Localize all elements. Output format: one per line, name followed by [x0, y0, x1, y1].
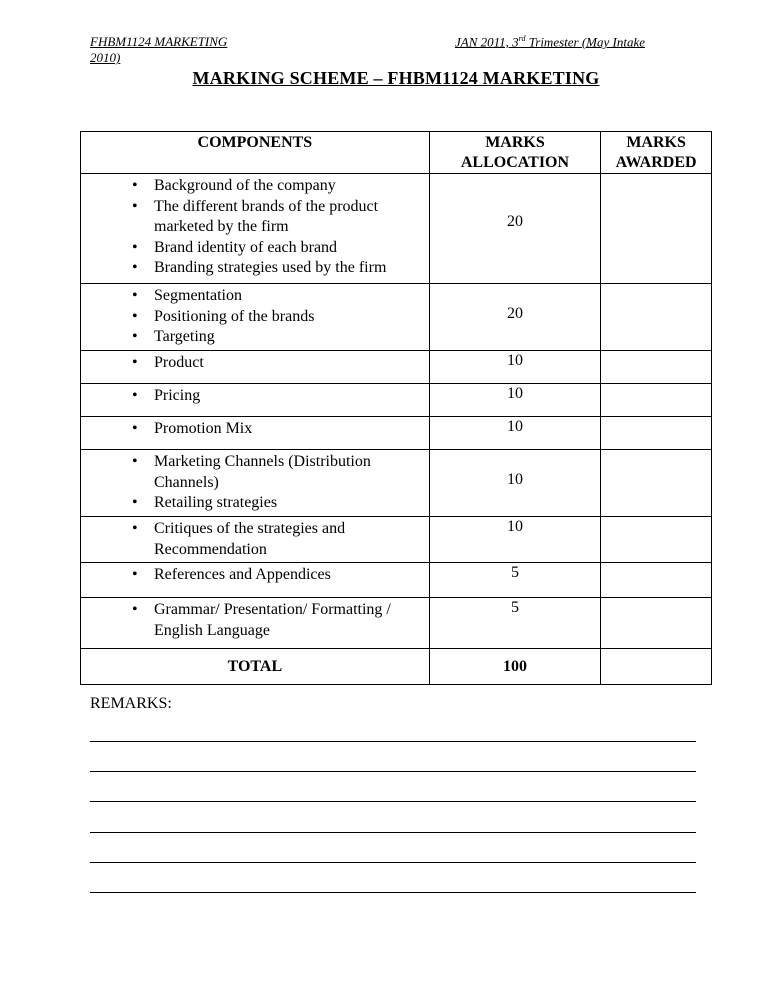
- table-row: [81, 517, 712, 563]
- marking-scheme-table: [80, 131, 712, 685]
- component-item: • Marketing Channels (Distribution Channels): [154, 452, 429, 493]
- marks-allocation-value: 20: [506, 305, 523, 322]
- component-item: • Brand identity of each brand: [154, 238, 429, 259]
- component-item: • Branding strategies used by the firm: [154, 258, 429, 279]
- marks-allocation-value: 10: [506, 518, 523, 535]
- header-session-text-2: Trimester (May Intake: [525, 34, 646, 50]
- marks-allocation-value: 10: [506, 471, 523, 488]
- components-cell: [81, 284, 430, 351]
- components-list: [81, 598, 429, 643]
- components-cell: [81, 384, 430, 417]
- marks-awarded-cell[interactable]: [601, 351, 712, 384]
- marks-allocation-cell: [429, 284, 601, 351]
- remarks-label: REMARKS:: [90, 695, 172, 712]
- marks-awarded-cell[interactable]: [601, 417, 712, 450]
- components-list: [81, 384, 429, 409]
- components-list: [81, 174, 429, 281]
- table-row: [81, 174, 712, 284]
- remark-line[interactable]: [90, 741, 696, 742]
- total-awarded-cell[interactable]: [601, 649, 712, 685]
- column-header-components-label: COMPONENTS: [197, 134, 313, 151]
- components-list: [81, 450, 429, 516]
- marks-allocation-value: 10: [506, 352, 523, 369]
- total-label: TOTAL: [81, 649, 430, 685]
- column-header-components: [81, 132, 430, 174]
- marks-allocation-cell: [429, 384, 601, 417]
- remark-line[interactable]: [90, 771, 696, 772]
- component-item: • Background of the company: [154, 176, 429, 197]
- table-row: [81, 450, 712, 517]
- marks-awarded-cell[interactable]: [601, 598, 712, 649]
- component-item: • Promotion Mix: [154, 419, 429, 440]
- component-item: • References and Appendices: [154, 565, 429, 586]
- marks-allocation-cell: [429, 417, 601, 450]
- components-cell: [81, 450, 430, 517]
- column-header-alloc-line2: ALLOCATION: [460, 154, 570, 171]
- marks-awarded-cell[interactable]: [601, 384, 712, 417]
- components-cell: [81, 174, 430, 284]
- column-header-marks-awarded: [601, 132, 712, 174]
- table-row: [81, 563, 712, 598]
- marks-allocation-cell: [429, 450, 601, 517]
- marks-allocation-cell: [429, 174, 601, 284]
- header-session: [455, 34, 645, 50]
- remark-line[interactable]: [90, 892, 696, 893]
- marks-allocation-cell: [429, 598, 601, 649]
- components-list: [81, 563, 429, 588]
- components-list: [81, 417, 429, 442]
- component-item: • Retailing strategies: [154, 493, 429, 514]
- remark-line[interactable]: [90, 832, 696, 833]
- marks-awarded-cell[interactable]: [601, 517, 712, 563]
- components-cell: [81, 417, 430, 450]
- component-item: • Grammar/ Presentation/ Formatting / English Language: [154, 600, 429, 641]
- table-row: [81, 284, 712, 351]
- components-cell: [81, 517, 430, 563]
- component-item: • The different brands of the product marketed by the firm: [154, 197, 429, 238]
- table-row: [81, 351, 712, 384]
- header-session-text: JAN 2011, 3: [455, 34, 519, 50]
- column-header-award-line2: AWARDED: [615, 154, 697, 171]
- column-header-alloc-line1: MARKS: [485, 134, 545, 151]
- components-list: [81, 517, 429, 562]
- marks-allocation-value: 10: [506, 418, 523, 435]
- marks-awarded-cell[interactable]: [601, 174, 712, 284]
- column-header-award-line1: MARKS: [626, 134, 686, 151]
- table-header-row: [81, 132, 712, 174]
- components-cell: [81, 598, 430, 649]
- table-body: [81, 174, 712, 649]
- component-item: • Product: [154, 353, 429, 374]
- component-item: • Pricing: [154, 386, 429, 407]
- components-cell: [81, 563, 430, 598]
- marks-awarded-cell[interactable]: [601, 284, 712, 351]
- marks-allocation-value: 5: [510, 564, 519, 581]
- marks-allocation-cell: [429, 517, 601, 563]
- remark-line[interactable]: [90, 801, 696, 802]
- marks-awarded-cell[interactable]: [601, 450, 712, 517]
- marks-allocation-cell: [429, 563, 601, 598]
- page-title: MARKING SCHEME – FHBM1124 MARKETING: [192, 68, 600, 88]
- component-item: • Segmentation: [154, 286, 429, 307]
- components-list: [81, 284, 429, 350]
- component-item: • Positioning of the brands: [154, 307, 429, 328]
- header-course-code: [90, 34, 227, 66]
- remark-line[interactable]: [90, 862, 696, 863]
- marks-allocation-value: 5: [510, 599, 519, 616]
- column-header-marks-allocation: [429, 132, 601, 174]
- components-list: [81, 351, 429, 376]
- header-session-sup: rd: [518, 34, 526, 43]
- total-value: 100: [429, 649, 601, 685]
- marks-allocation-value: 20: [506, 213, 523, 230]
- components-cell: [81, 351, 430, 384]
- table-row: [81, 598, 712, 649]
- table-row: [81, 417, 712, 450]
- marks-allocation-value: 10: [506, 385, 523, 402]
- component-item: • Targeting: [154, 327, 429, 348]
- marks-allocation-cell: [429, 351, 601, 384]
- component-item: • Critiques of the strategies and Recommendation: [154, 519, 429, 560]
- total-row: [81, 649, 712, 685]
- header-course-line1: FHBM1124 MARKETING: [90, 34, 228, 49]
- marks-awarded-cell[interactable]: [601, 563, 712, 598]
- header-course-line2: 2010): [90, 50, 121, 65]
- table-row: [81, 384, 712, 417]
